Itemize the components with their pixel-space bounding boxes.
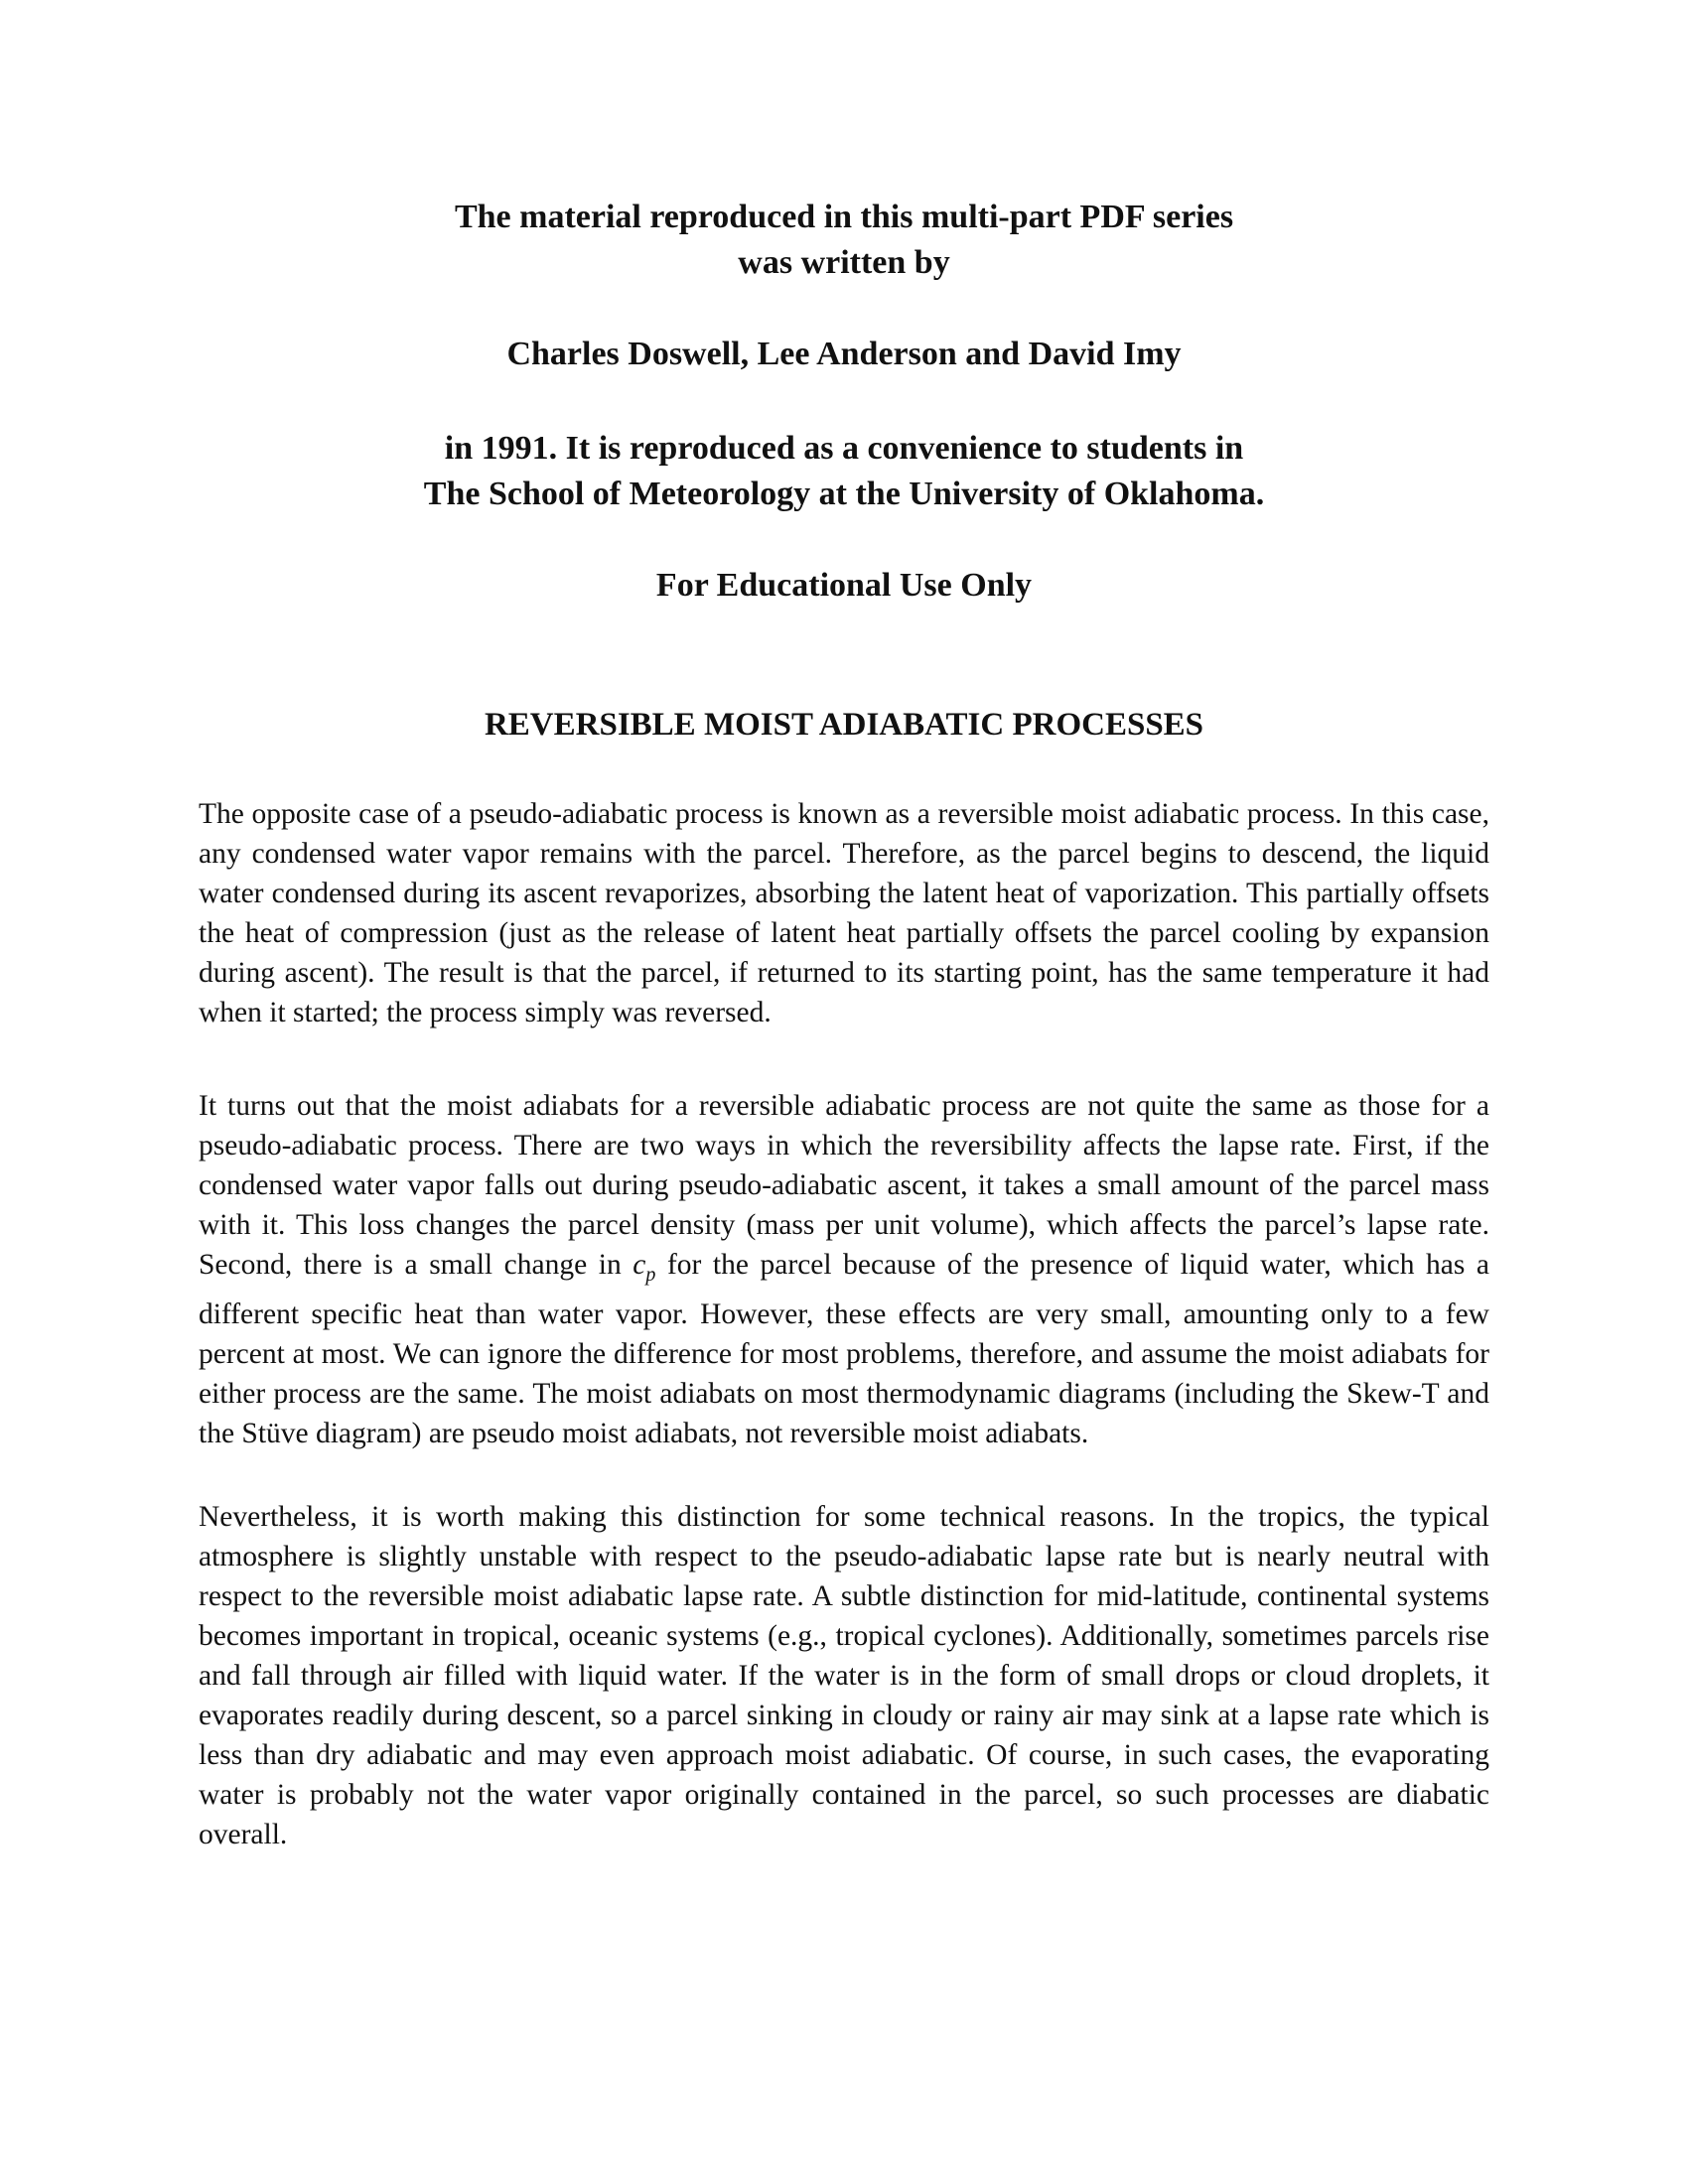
notice-line-2: was written by: [738, 244, 950, 281]
edu-use-line: For Educational Use Only: [655, 567, 1033, 604]
educational-use-notice: [199, 563, 1489, 609]
author-list: [199, 332, 1489, 377]
paragraph-2: [199, 1086, 1489, 1453]
authors-line: Charles Doswell, Lee Anderson and David Imy: [506, 336, 1182, 372]
paragraph-2-part-b: for the parcel because of the presence of liquid water, which has a different specific heat than water vapor. However, these effects are very small, amounting only to a few percent at most. We can ignore the difference for most problems, therefore, and assume the moist adiabats for either process are the same. The moist adiabats on most thermodynamic diagrams (including the Skew-T and the Stüve diagram) are pseudo moist adiabats, not reversible moist adiabats.: [199, 1249, 1489, 1449]
notice-line-4: The School of Meteorology at the University of Oklahoma.: [423, 476, 1265, 512]
section-title: REVERSIBLE MOIST ADIABATIC PROCESSES: [484, 707, 1204, 743]
cp-subscript: p: [645, 1264, 656, 1286]
paragraph-2-part-a: It turns out that the moist adiabats for a reversible adiabatic process are not quite the same as those for a pseudo-adiabatic process. There are two ways in which the reversibility affects the lapse rate. First, if the condensed water vapor falls out during pseudo-adiabatic ascent, it takes a small amount of the parcel mass with it. This loss changes the parcel density (mass per unit volume), which affects the parcel’s lapse rate. Second, there is a small change in: [199, 1090, 1489, 1281]
notice-line-1: The material reproduced in this multi-part PDF series: [454, 199, 1234, 235]
reproduction-notice: [199, 195, 1489, 286]
notice-line-3: in 1991. It is reproduced as a convenience to students in: [444, 430, 1244, 467]
reproduction-purpose: [199, 426, 1489, 517]
paragraph-1: The opposite case of a pseudo-adiabatic process is known as a reversible moist adiabatic process. In this case, any condensed water vapor remains with the parcel. Therefore, as the parcel begins to descend, the liquid water condensed during its ascent revaporizes, absorbing the latent heat of vaporization. This partially offsets the heat of compression (just as the release of latent heat partially offsets the parcel cooling by expansion during ascent). The result is that the parcel, if returned to its starting point, has the same temperature it had when it started; the process simply was reversed.: [199, 798, 1489, 1028]
cp-symbol: c: [633, 1249, 646, 1281]
paragraph-3: Nevertheless, it is worth making this distinction for some technical reasons. In the tropics, the typical atmosphere is slightly unstable with respect to the pseudo-adiabatic lapse rate but is nearly neutral with respect to the reversible moist adiabatic lapse rate. A subtle distinction for mid-latitude, continental systems becomes important in tropical, oceanic systems (e.g., tropical cyclones). Additionally, sometimes parcels rise and fall through air filled with liquid water. If the water is in the form of small drops or cloud droplets, it evaporates readily during descent, so a parcel sinking in cloudy or rainy air may sink at a lapse rate which is less than dry adiabatic and may even approach moist adiabatic. Of course, in such cases, the evaporating water is probably not the water vapor originally contained in the parcel, so such processes are diabatic overall.: [199, 1501, 1489, 1850]
